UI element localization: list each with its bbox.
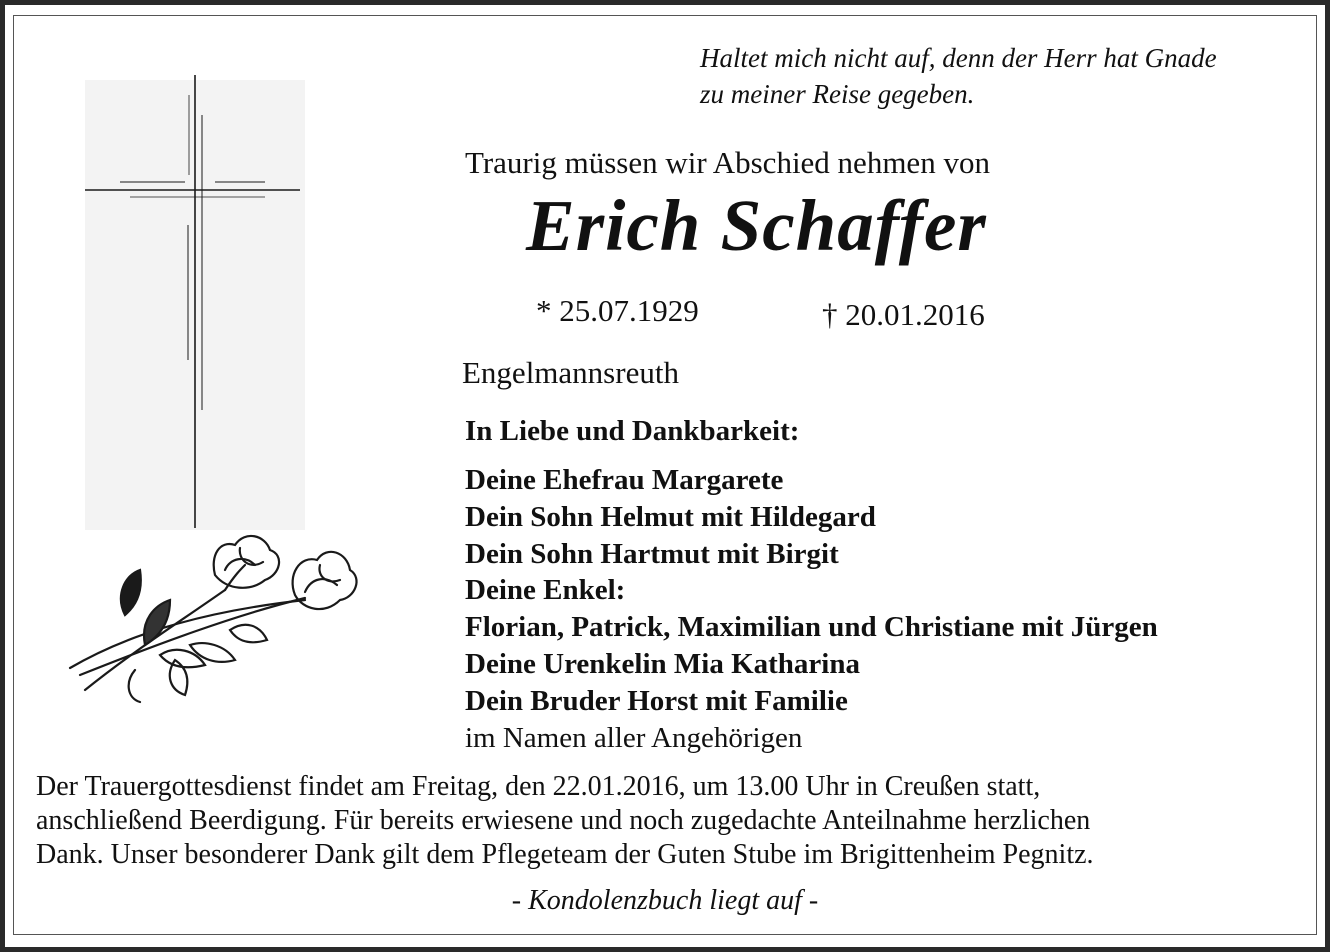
family-list bbox=[465, 462, 1158, 720]
notice-line: Der Trauergottesdienst findet am Freitag, den 22.01.2016, um 13.00 Uhr in Creußen statt, bbox=[36, 771, 1041, 802]
verse-line: zu meiner Reise gegeben. bbox=[700, 79, 975, 109]
guestbook-note: - Kondolenzbuch liegt auf - bbox=[511, 885, 819, 916]
deceased-name: Erich Schaffer bbox=[526, 185, 987, 266]
notice-line: anschließend Beerdigung. Für bereits erwiesene und noch zugedachte Anteilnahme herzlichen bbox=[36, 805, 1091, 836]
verse-line: Haltet mich nicht auf, denn der Herr hat Gnade bbox=[700, 43, 1217, 73]
birth-date: * 25.07.1929 bbox=[536, 293, 699, 328]
family-member: Dein Sohn Helmut mit Hildegard bbox=[465, 500, 876, 533]
family-member: Dein Sohn Hartmut mit Birgit bbox=[465, 537, 839, 570]
ornament bbox=[55, 70, 385, 730]
verse bbox=[700, 40, 1300, 112]
family-member: Florian, Patrick, Maximilian und Christiane mit Jürgen bbox=[465, 611, 1158, 644]
family-closing: im Namen aller Angehörigen bbox=[465, 722, 803, 754]
family-member: Deine Ehefrau Margarete bbox=[465, 464, 784, 496]
notice-line: Dank. Unser besonderer Dank gilt dem Pflegeteam der Guten Stube im Brigittenheim Pegnitz. bbox=[36, 839, 1094, 870]
family-member: Deine Urenkelin Mia Katharina bbox=[465, 647, 860, 680]
family-member: Dein Bruder Horst mit Familie bbox=[465, 684, 848, 717]
hometown: Engelmannsreuth bbox=[462, 355, 679, 390]
announcement-intro: Traurig müssen wir Abschied nehmen von bbox=[465, 145, 990, 180]
service-notice bbox=[36, 770, 1306, 872]
family-heading: In Liebe und Dankbarkeit: bbox=[465, 415, 800, 447]
cross-icon bbox=[85, 75, 305, 530]
roses-icon bbox=[70, 536, 357, 702]
family-member: Deine Enkel: bbox=[465, 574, 626, 607]
death-date: † 20.01.2016 bbox=[822, 297, 985, 332]
